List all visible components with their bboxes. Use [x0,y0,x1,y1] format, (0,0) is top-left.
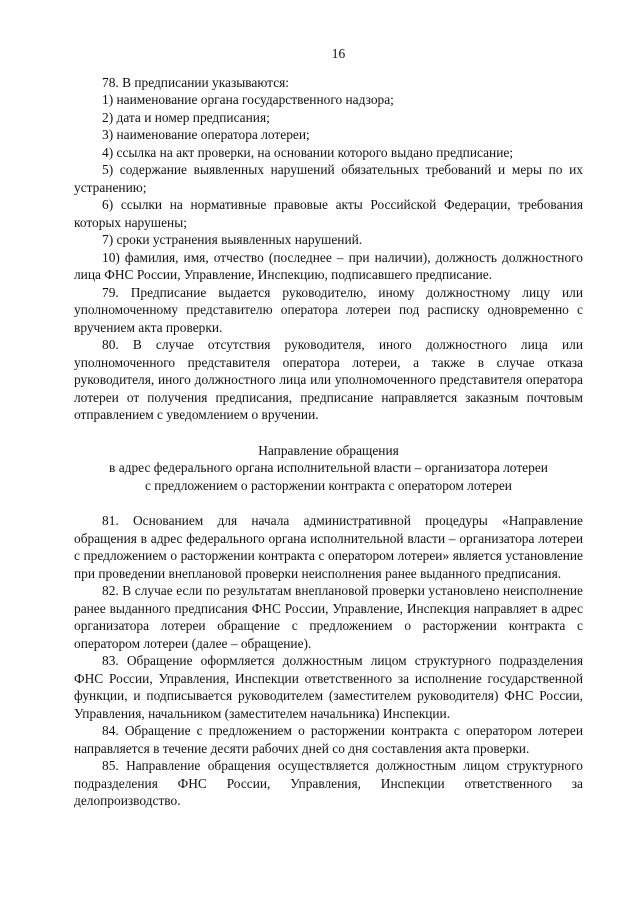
paragraph-83: 83. Обращение оформляется должностным лицом структурного подразделения ФНС России, Управления, Инспекции ответственного за исполнение государственной функции, и подписывается руководителем (заместителем руководителя) ФНС России, Управления, начальником (заместителем начальника) Инспекции. [74,653,583,721]
list-item-1: 1) наименование органа государственного надзора; [102,92,394,107]
list-item-2: 2) дата и номер предписания; [102,109,270,125]
section-heading-line-3: с предложением о расторжении контракта с оператором лотереи [145,477,512,493]
page-number: 16 [331,46,346,61]
section-heading-line-2: в адрес федерального органа исполнительной власти – организатора лотереи [109,460,548,475]
section-heading [74,442,583,495]
paragraph-85: 85. Направление обращения осуществляется должностным лицом структурного подразделения ФНС России, Управления, Инспекции ответственного за делопроизводство. [74,758,583,808]
paragraph-81: 81. Основанием для начала административной процедуры «Направление обращения в адрес федерального органа исполнительной власти – организатора лотереи с предложением о расторжении контракта с оператором лотереи» является установление при проведении внеплановой проверки неисполнения ранее выданного предписания. [74,513,583,581]
paragraph-79: 79. Предписание выдается руководителю, иному должностному лицу или уполномоченному представителю оператора лотереи под расписку одновременно с вручением акта проверки. [74,284,583,335]
list-item-3: 3) наименование оператора лотереи; [102,127,310,142]
paragraph-82: 82. В случае если по результатам внеплановой проверки установлено неисполнение ранее выданного предписания ФНС России, Управление, Инспекция направляет в адрес организатора лотереи обращение с предложением о расторжении контракта с оператором лотереи (далее – обращение). [74,583,583,651]
paragraph-78: 78. В предписании указываются: [102,74,290,90]
list-item-4: 4) ссылка на акт проверки, на основании которого выдано предписание; [102,144,514,160]
list-item-5: 5) содержание выявленных нарушений обязательных требований и меры по их устранению; [74,162,583,195]
paragraph-80: 80. В случае отсутствия руководителя, иного должностного лица или уполномоченного представителя оператора лотереи, а также в случае отказа руководителя, иного должностного лица или уполномоченного представителя оператора лотереи от получения предписания, предписание направляется заказным почтовым отправлением с уведомлением о вручении. [74,337,583,422]
list-item-7: 7) сроки устранения выявленных нарушений. [102,232,363,247]
list-item-10: 10) фамилия, имя, отчество (последнее – при наличии), должность должностного лица ФНС России, Управление, Инспекцию, подписавшего предписание. [74,249,583,282]
paragraph-84: 84. Обращение с предложением о расторжении контракта с оператором лотереи направляется в течение десяти рабочих дней со дня составления акта проверки. [74,723,583,756]
section-heading-line-1: Направление обращения [258,442,399,458]
list-item-6: 6) ссылки на нормативные правовые акты Российской Федерации, требования которых нарушены; [74,197,583,230]
